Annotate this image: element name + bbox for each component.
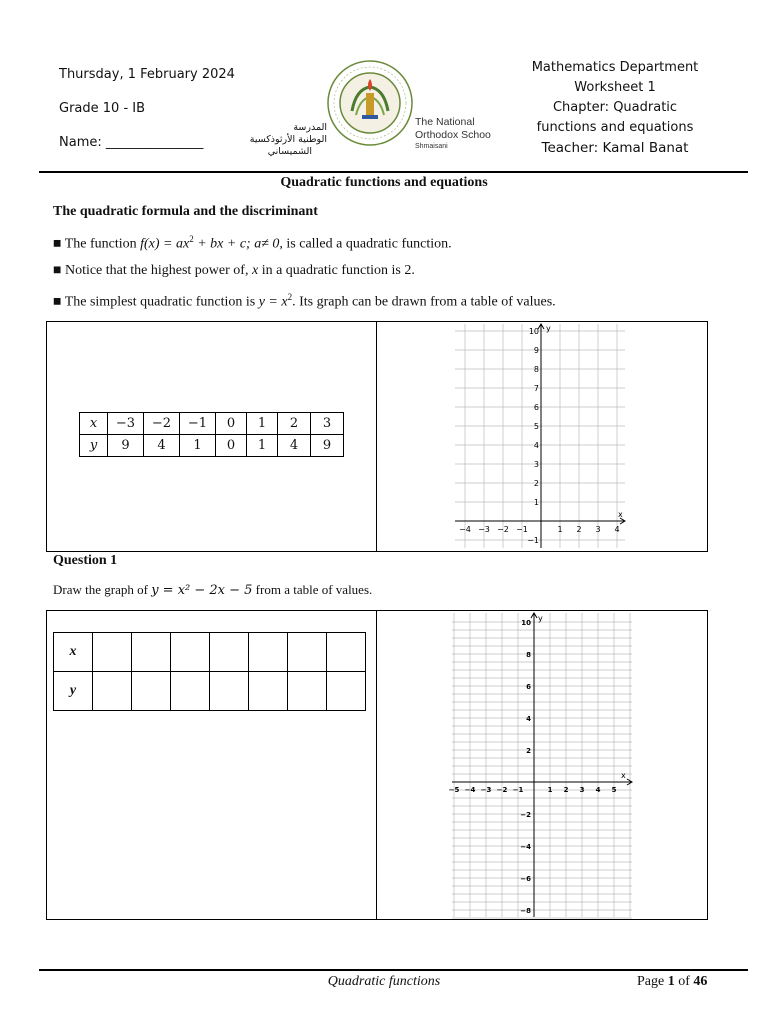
graph-2-y-tick: −4 [520,843,531,851]
bullet-simplest-function: ■ The simplest quadratic function is $y = x^2$. Its graph can be drawn from a table of values. [53,292,556,310]
graph-2-x-label: x [621,771,626,780]
graph-2-x-tick: 2 [563,786,569,794]
values-table-x-row: x −3 −2 −1 0 1 2 3 [80,413,344,435]
graph-1-y-tick: 4 [533,441,539,450]
graph-1-x-tick: 4 [614,525,620,534]
graph-2-y-tick: 4 [526,715,531,723]
graph-1-x-tick: 3 [595,525,601,534]
empty-cell[interactable] [327,672,366,711]
graph-2-y-tick: 2 [526,747,531,755]
values-table [79,412,344,457]
graph-2 [450,611,636,919]
graph-2-x-tick: 4 [595,786,601,794]
section-heading: The quadratic formula and the discriminant [53,204,318,219]
empty-cell[interactable] [327,633,366,672]
graph-1-y-label: y [546,324,551,333]
graph-2-y-tick: −6 [520,875,531,883]
header-divider [39,171,748,173]
page-number: Page 1 of 46 [637,974,708,989]
graph-2-y-label: y [538,614,543,623]
graph-1-y-tick: 1 [533,498,539,507]
graph-1-x-tick: −3 [478,525,490,534]
empty-cell[interactable] [132,633,171,672]
values-table-y-row: y 9 4 1 0 1 4 9 [80,435,344,457]
graph-1-y-tick: 6 [533,403,539,412]
example-box-divider [376,321,377,552]
graph-2-y-tick: 8 [526,651,531,659]
graph-2-x-tick: −4 [464,786,476,794]
graph-2-y-tick: −2 [520,811,531,819]
graph-2-x-tick: −3 [480,786,492,794]
empty-cell[interactable] [249,672,288,711]
graph-1 [455,322,627,551]
header-grade: Grade 10 - IB [59,101,146,116]
graph-2-x-tick: 5 [611,786,617,794]
graph-2-x-tick: 3 [579,786,585,794]
graph-1-y-tick: 5 [533,422,539,431]
department-info: Mathematics Department Worksheet 1 Chapter: Quadratic functions and equations Teacher: Kamal Banat [531,60,699,156]
graph-2-y-tick: 6 [526,683,531,691]
empty-table-x-row: x [54,633,366,672]
footer-title: Quadratic functions [327,974,441,989]
graph-1-y-tick: −1 [527,536,539,545]
empty-cell[interactable] [210,633,249,672]
graph-1-y-tick: 7 [533,384,539,393]
school-name-english: The National Orthodox Schoo Shmaisani [415,116,491,150]
graph-1-x-tick: −2 [497,525,509,534]
school-logo [326,59,414,147]
graph-2-x-tick: 1 [547,786,553,794]
graph-1-x-label: x [618,510,623,519]
graph-1-x-tick: 1 [557,525,563,534]
graph-2-x-tick: −5 [448,786,460,794]
footer-divider [39,969,748,971]
empty-cell[interactable] [210,672,249,711]
empty-values-table [53,632,366,711]
graph-1-y-tick: 3 [533,460,539,469]
empty-cell[interactable] [171,633,210,672]
header-date: Thursday, 1 February 2024 [59,67,235,82]
graph-1-y-tick: 8 [533,365,539,374]
empty-cell[interactable] [288,633,327,672]
header-name-field: Name: _______________ [59,135,204,150]
empty-cell[interactable] [93,672,132,711]
bullet-definition: ■ The function $f(x) = ax^2$ + bx + c; a≠ 0, is called a quadratic function. [53,234,452,252]
graph-2-x-tick: −1 [512,786,524,794]
empty-table-y-row: y [54,672,366,711]
graph-1-x-tick: −1 [516,525,528,534]
graph-1-y-tick: 2 [533,479,539,488]
question-box-divider [376,610,377,920]
empty-cell[interactable] [249,633,288,672]
empty-cell[interactable] [171,672,210,711]
question-label: Question 1 [53,553,118,568]
empty-cell[interactable] [132,672,171,711]
bullet-highest-power: ■ Notice that the highest power of, x in a quadratic function is 2. [53,263,415,278]
graph-1-y-tick: 9 [533,346,539,355]
school-name-arabic: المدرسة الوطنية الأرثوذكسية الشميساني [249,122,327,157]
graph-1-x-tick: 2 [576,525,582,534]
graph-2-y-tick: 10 [521,619,531,627]
graph-1-x-tick: −4 [459,525,471,534]
graph-1-y-tick: 10 [528,327,539,336]
empty-cell[interactable] [288,672,327,711]
graph-2-x-tick: −2 [496,786,508,794]
question-text: Draw the graph of y = x² − 2x − 5 from a table of values. [53,582,373,598]
page-title: Quadratic functions and equations [280,175,488,190]
empty-cell[interactable] [93,633,132,672]
graph-2-y-tick: −8 [520,907,531,915]
